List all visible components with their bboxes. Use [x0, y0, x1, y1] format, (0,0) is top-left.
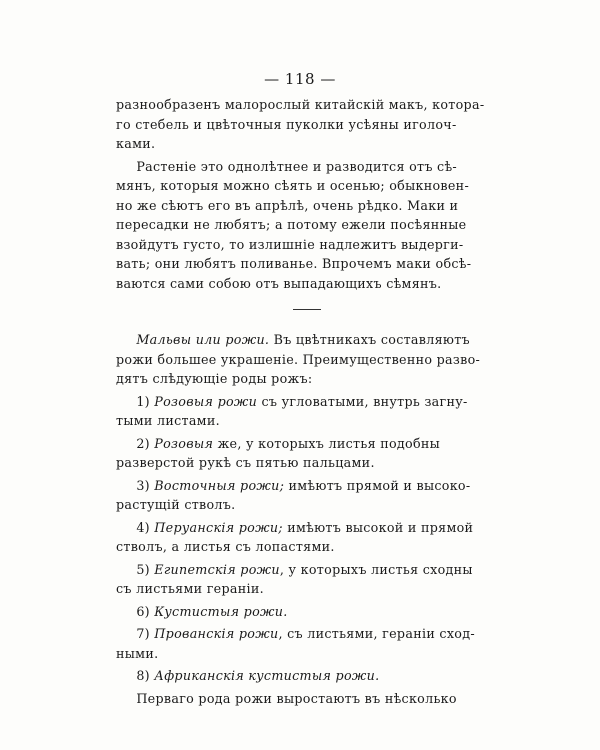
item-name: Прованскія рожи	[154, 626, 279, 641]
text-line: вать; они любятъ поливанье. Впрочемъ маки обсѣ-	[116, 256, 472, 271]
item-text: съ листьями гераніи.	[116, 581, 264, 596]
item-text: стволъ, а листья съ лопастями.	[116, 539, 335, 554]
item-number: 4)	[136, 519, 150, 535]
paragraph-1	[116, 95, 498, 154]
text-line: дятъ слѣдующіе роды рожъ:	[116, 371, 313, 386]
item-number: 5)	[136, 561, 150, 577]
text-line: пересадки не любятъ; а потому ежели посѣянные	[116, 217, 467, 232]
text-line: но же сѣютъ его въ апрѣлѣ, очень рѣдко. Маки и	[116, 197, 459, 213]
item-text: , съ листьями, гераніи сход-	[278, 626, 475, 641]
item-name: Розовыя рожи	[154, 393, 258, 409]
text-line: ками.	[116, 136, 156, 151]
list-item	[116, 602, 498, 622]
text-line: рожи большее украшеніе. Преимущественно разво-	[116, 351, 481, 367]
text-line: взойдутъ густо, то излишніе надлежитъ выдерги-	[116, 236, 464, 252]
text-line: мянъ, которыя можно сѣять и осенью; обыкновен-	[116, 178, 470, 193]
item-name: Восточныя рожи;	[154, 477, 285, 493]
section-divider	[293, 309, 321, 310]
item-number: 1)	[136, 393, 150, 409]
item-name: Розовыя	[154, 435, 214, 451]
section-intro	[116, 330, 498, 389]
item-text: ными.	[116, 645, 159, 661]
item-text: же, у которыхъ листья подобны	[213, 435, 441, 451]
item-text: съ угловатыми, внутрь загну-	[257, 393, 468, 409]
list-item	[116, 392, 498, 431]
item-text: , у которыхъ листья сходны	[279, 561, 473, 577]
list-item	[116, 476, 498, 515]
item-text: тыми листами.	[116, 413, 220, 428]
list-item	[116, 518, 498, 557]
item-number: 8)	[136, 668, 150, 683]
list-item	[116, 434, 498, 473]
item-text: растущій стволъ.	[116, 497, 236, 512]
item-text: разверстой рукѣ съ пятью пальцами.	[116, 455, 375, 470]
item-name: Африканскія кустистыя рожи.	[154, 668, 380, 683]
section-heading: Мальвы или рожи.	[136, 332, 270, 347]
text-line: ваются сами собою отъ выпадающихъ сѣмянъ.	[116, 275, 442, 291]
text-line: Въ цвѣтникахъ составляютъ	[269, 332, 470, 347]
item-text: имѣютъ высокой и прямой	[282, 519, 474, 535]
text-line: разнообразенъ малорослый китайскій макъ, котора-	[116, 97, 485, 112]
list-item	[116, 624, 498, 663]
text-line: Перваго рода рожи выростаютъ въ нѣсколько	[136, 690, 457, 706]
item-text: имѣютъ прямой и высоко-	[284, 477, 471, 493]
text-line: го стебель и цвѣточныя пуколки усѣяны иголоч-	[116, 116, 457, 132]
closing-line	[116, 689, 498, 709]
text-block	[116, 95, 498, 708]
item-number: 3)	[136, 477, 150, 493]
page-number: — 118 —	[264, 70, 336, 88]
item-name: Египетскія рожи	[154, 561, 280, 577]
item-name: Кустистыя рожи.	[154, 603, 288, 619]
list-item	[116, 666, 498, 686]
item-name: Перуанскія рожи;	[154, 519, 283, 535]
list-item	[116, 560, 498, 599]
item-number: 6)	[136, 603, 150, 619]
item-number: 2)	[136, 435, 150, 451]
paragraph-2	[116, 157, 498, 294]
item-number: 7)	[136, 626, 150, 641]
text-line: Растеніе это однолѣтнее и разводится отъ сѣ-	[136, 158, 457, 174]
